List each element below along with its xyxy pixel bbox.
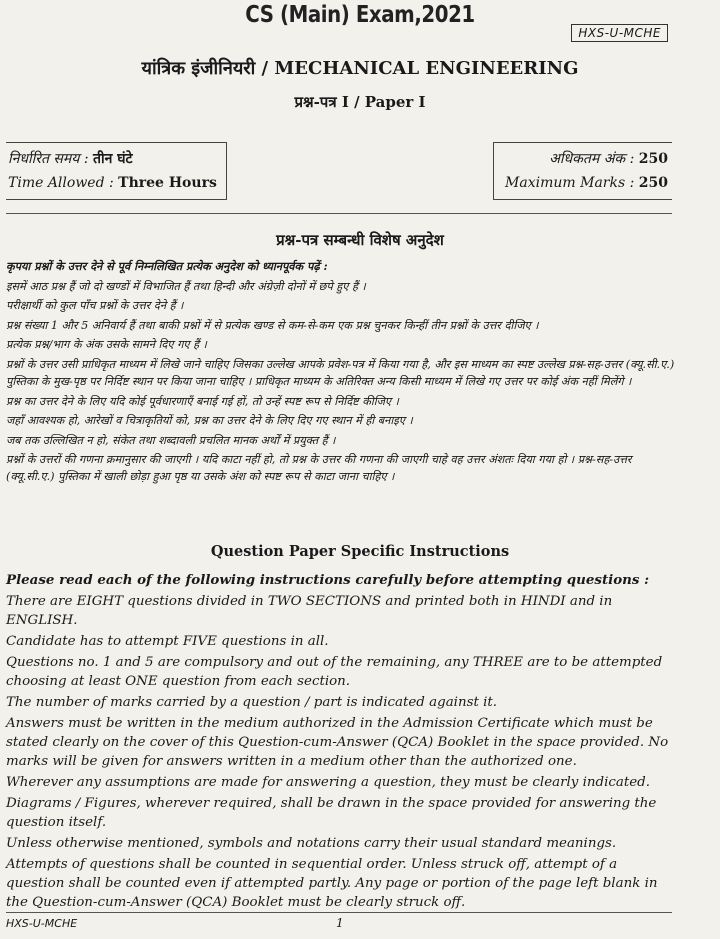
english-instruction: Questions no. 1 and 5 are compulsory and out of the remaining, any THREE are to be attempted choosing at least ONE question from each section. xyxy=(6,655,663,689)
hindi-lead: कृपया प्रश्नों के उत्तर देने से पूर्व निम्नलिखित प्रत्येक अनुदेश को ध्यानपूर्वक पढ़ें : xyxy=(6,259,328,273)
english-instruction: The number of marks carried by a question / part is indicated against it. xyxy=(6,695,498,710)
time-hi-line xyxy=(8,147,220,171)
hindi-instruction: परीक्षार्थी को कुल पाँच प्रश्नों के उत्तर देने हैं । xyxy=(6,299,184,313)
english-instruction: Diagrams / Figures, wherever required, shall be drawn in the space provided for answering the question itself. xyxy=(6,796,657,830)
footer-divider xyxy=(6,912,672,913)
marks-en-value: 250 xyxy=(638,175,668,191)
marks-hi-line xyxy=(500,147,668,171)
hindi-instruction: प्रश्न का उत्तर देने के लिए यदि कोई पूर्वधारणाएँ बनाई गई हों, तो उन्हें स्पष्ट रूप से निर्दिष्ट कीजिए । xyxy=(6,394,399,408)
paper-code-box: HXS-U-MCHE xyxy=(571,24,668,42)
time-hi-value: तीन घंटे xyxy=(93,151,133,167)
hindi-instruction: प्रश्नों के उत्तर उसी प्राधिकृत माध्यम में लिखे जाने चाहिए जिसका उल्लेख आपके प्रवेश-पत्र में किया गया है, और इस माध्यम का स्पष्ट उल्लेख प्रश्न-सह-उत्तर (क्यू.सी.ए.) पुस्तिका के मुख-पृष्ठ पर निर्दिष्ट स्थान पर किया जाना चाहिए । प्राधिकृत माध्यम के अतिरिक्त अन्य किसी माध्यम में लिखे गए उत्तर पर कोई अंक नहीं मिलेंगे । xyxy=(6,357,675,388)
english-instruction: Candidate has to attempt FIVE questions in all. xyxy=(6,634,329,649)
paper-number: प्रश्न-पत्र I / Paper I xyxy=(294,93,426,111)
hindi-instruction: प्रश्नों के उत्तरों की गणना क्रमानुसार की जाएगी । यदि काटा नहीं हो, तो प्रश्न के उत्तर की गणना की जाएगी चाहे वह उत्तर अंशतः दिया गया हो । प्रश्न-सह-उत्तर (क्यू.सी.ए.) पुस्तिका में खाली छोड़ा हुआ पृष्ठ या उसके अंश को स्पष्ट रूप से काटा जाना चाहिए । xyxy=(6,453,632,484)
hindi-instruction: इसमें आठ प्रश्न हैं जो दो खण्डों में विभाजित हैं तथा हिन्दी और अंग्रेज़ी दोनों में छपे हुए हैं । xyxy=(6,279,366,293)
hindi-instruction: प्रश्न संख्या 1 और 5 अनिवार्य हैं तथा बाकी प्रश्नों में से प्रत्येक खण्ड से कम-से-कम एक प्रश्न चुनकर किन्हीं तीन प्रश्नों के उत्तर दीजिए । xyxy=(6,318,539,332)
english-instruction: There are EIGHT questions divided in TWO SECTIONS and printed both in HINDI and in ENGLISH. xyxy=(6,594,613,628)
time-en-line xyxy=(8,171,220,195)
time-allowed-box xyxy=(6,142,227,200)
footer-paper-code: HXS-U-MCHE xyxy=(6,917,78,930)
hindi-instruction: जहाँ आवश्यक हो, आरेखों व चित्राकृतियों को, प्रश्न का उत्तर देने के लिए दिए गए स्थान में ही बनाइए । xyxy=(6,414,413,428)
marks-hi-label: अधिकतम अंक : xyxy=(549,151,639,167)
time-en-label: Time Allowed : xyxy=(8,175,119,191)
marks-hi-value: 250 xyxy=(638,151,668,167)
page-number: 1 xyxy=(336,916,344,930)
hindi-instruction: जब तक उल्लिखित न हो, संकेत तथा शब्दावली प्रचलित मानक अर्थों में प्रयुक्त हैं । xyxy=(6,433,336,447)
maximum-marks-box xyxy=(493,142,672,200)
english-lead: Please read each of the following instructions carefully before attempting questions : xyxy=(6,572,650,588)
english-instruction: Answers must be written in the medium authorized in the Admission Certificate which must be stated clearly on the cover of this Question-cum-Answer (QCA) Booklet in the space provided. No marks will be given for answers written in a medium other than the authorized one. xyxy=(6,716,669,769)
english-instruction: Attempts of questions shall be counted in sequential order. Unless struck off, attempt of a question shall be counted even if attempted partly. Any page or portion of the page left blank in the Question-cum-Answer (QCA) Booklet must be clearly struck off. xyxy=(6,857,658,910)
time-en-value: Three Hours xyxy=(118,175,217,191)
hindi-instructions-heading: प्रश्न-पत्र सम्बन्धी विशेष अनुदेश xyxy=(276,231,444,249)
header-divider xyxy=(6,213,672,214)
time-hi-label: निर्धारित समय : xyxy=(8,151,93,167)
exam-title: CS (Main) Exam,2021 xyxy=(245,2,475,28)
subject-title: यांत्रिक इंजीनियरी / MECHANICAL ENGINEERING xyxy=(141,58,579,79)
marks-en-line xyxy=(500,171,668,195)
marks-en-label: Maximum Marks : xyxy=(505,175,639,191)
english-instructions xyxy=(6,571,676,914)
english-instruction: Unless otherwise mentioned, symbols and notations carry their usual standard meanings. xyxy=(6,836,617,851)
hindi-instructions xyxy=(6,258,676,488)
english-instruction: Wherever any assumptions are made for answering a question, they must be clearly indicated. xyxy=(6,775,650,790)
hindi-instruction: प्रत्येक प्रश्न/भाग के अंक उसके सामने दिए गए हैं । xyxy=(6,338,207,352)
english-instructions-heading: Question Paper Specific Instructions xyxy=(210,543,510,560)
